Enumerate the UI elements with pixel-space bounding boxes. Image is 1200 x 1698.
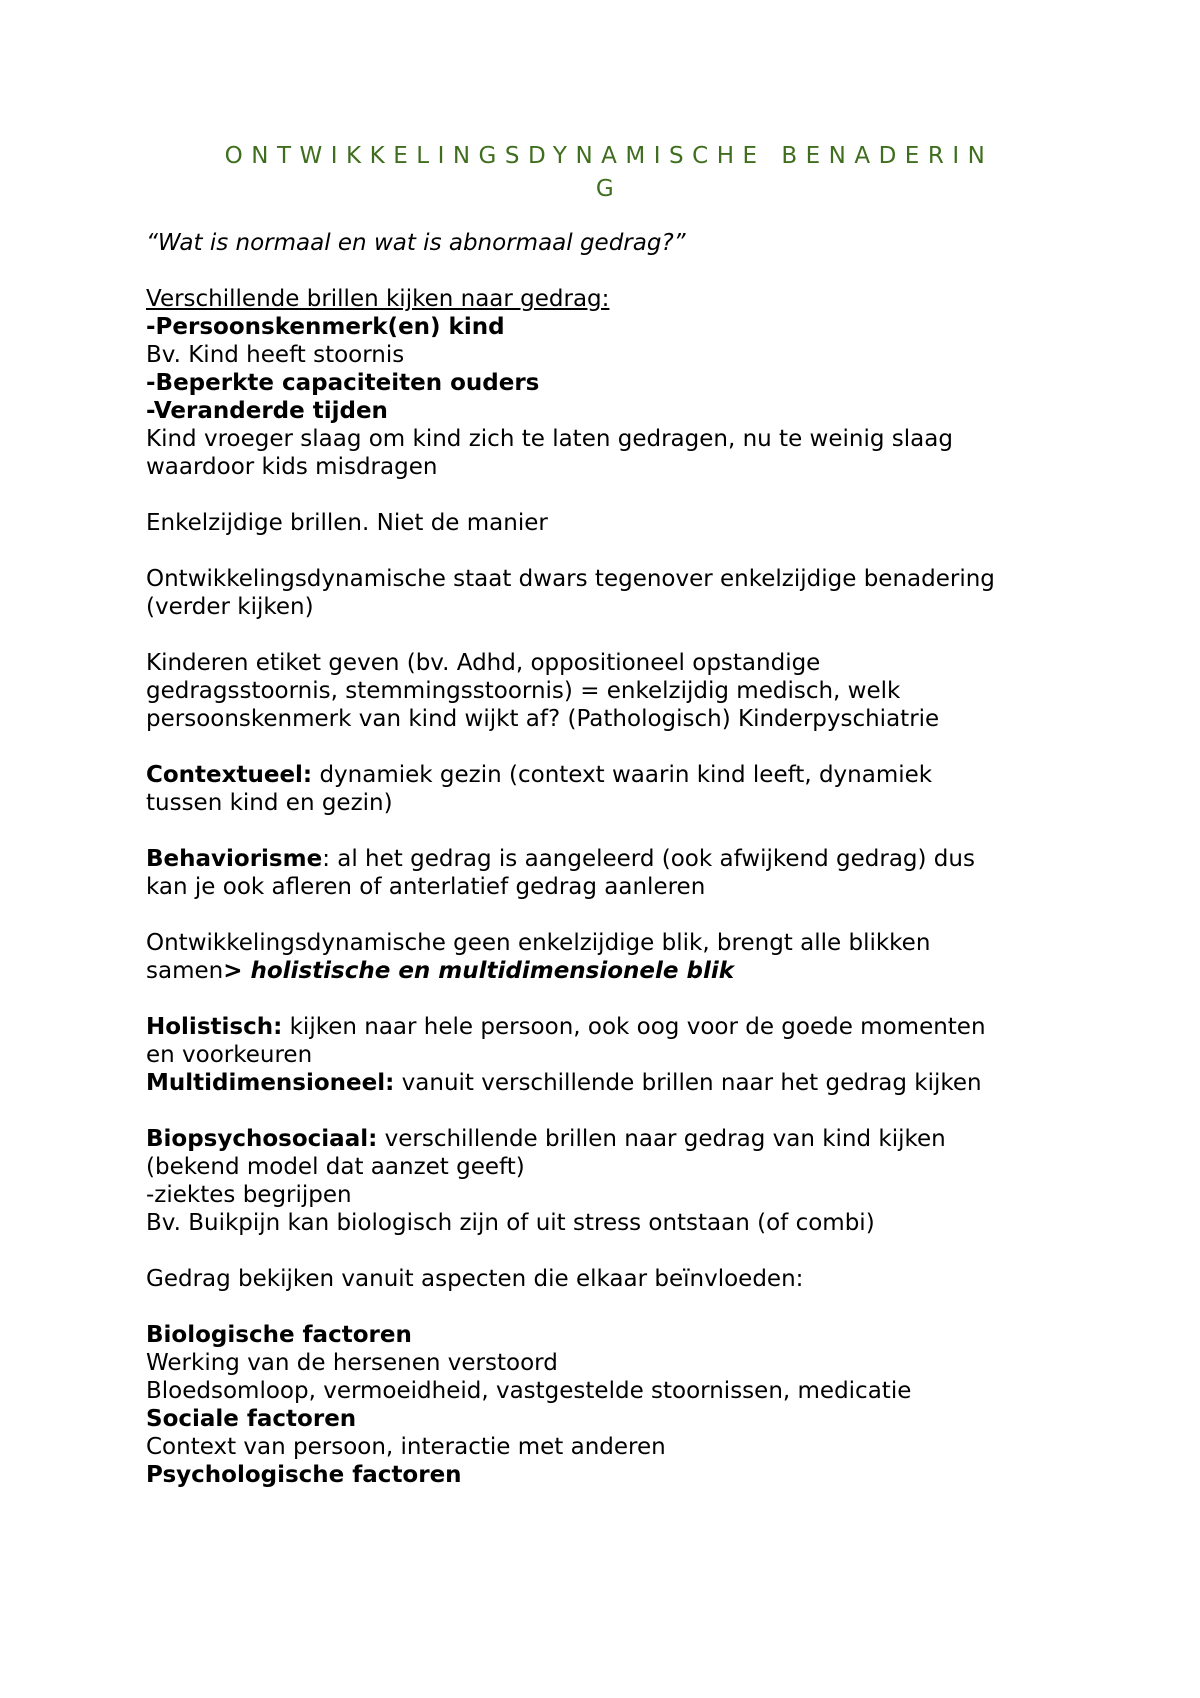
item-persoonskenmerk-example: Bv. Kind heeft stoornis	[146, 342, 405, 368]
holistisch-line-1	[146, 1013, 1066, 1041]
dwars-line-1: Ontwikkelingsdynamische staat dwars tegenover enkelzijdige benadering	[146, 566, 995, 592]
bps-line-1	[146, 1125, 1066, 1153]
quote: “Wat is normaal en wat is abnormaal gedrag?”	[146, 230, 686, 256]
item-tijden-text-1: Kind vroeger slaag om kind zich te laten gedragen, nu te weinig slaag	[146, 426, 953, 452]
contextueel-line-2: tussen kind en gezin)	[146, 790, 393, 816]
item-tijden: -Veranderde tijden	[146, 398, 388, 424]
title-line-2: G	[595, 176, 623, 202]
bps-label: Biopsychosociaal:	[146, 1126, 378, 1152]
psycho-heading: Psychologische factoren	[146, 1462, 462, 1488]
ontw-geen-line-1: Ontwikkelingsdynamische geen enkelzijdige blik, brengt alle blikken	[146, 930, 931, 956]
holistisch-line-2: en voorkeuren	[146, 1042, 313, 1068]
bps-line-4: Bv. Buikpijn kan biologisch zijn of uit stress ontstaan (of combi)	[146, 1210, 875, 1236]
bio-heading: Biologische factoren	[146, 1322, 412, 1348]
behaviorisme-label: Behaviorisme	[146, 846, 323, 872]
ontw-geen-text-2a: samen	[146, 958, 224, 984]
contextueel-label: Contextueel:	[146, 762, 313, 788]
holistisch-text-1: kijken naar hele persoon, ook oog voor de goede momenten	[282, 1014, 986, 1040]
bps-line-3: -ziektes begrijpen	[146, 1182, 352, 1208]
contextueel-line-1	[146, 761, 1066, 789]
holistisch-label: Holistisch:	[146, 1014, 283, 1040]
sociaal-text: Context van persoon, interactie met anderen	[146, 1434, 666, 1460]
multidimensioneel-line	[146, 1069, 1066, 1097]
etiket-line-1: Kinderen etiket geven (bv. Adhd, oppositioneel opstandige	[146, 650, 821, 676]
behaviorisme-line-2: kan je ook afleren of anterlatief gedrag aanleren	[146, 874, 706, 900]
etiket-line-2: gedragsstoornis, stemmingsstoornis) = enkelzijdig medisch, welk	[146, 678, 901, 704]
bio-text-2: Bloedsomloop, vermoeidheid, vastgestelde stoornissen, medicatie	[146, 1378, 912, 1404]
dwars-line-2: (verder kijken)	[146, 594, 314, 620]
item-ouders: -Beperkte capaciteiten ouders	[146, 370, 540, 396]
contextueel-text-1: dynamiek gezin (context waarin kind leeft, dynamiek	[312, 762, 933, 788]
bio-text-1: Werking van de hersenen verstoord	[146, 1350, 558, 1376]
ontw-geen-line-2	[146, 957, 1066, 985]
multidimensioneel-label: Multidimensioneel:	[146, 1070, 395, 1096]
document-title	[146, 140, 1066, 206]
enkelzijdig-paragraph: Enkelzijdige brillen. Niet de manier	[146, 510, 548, 536]
behaviorisme-text-1: : al het gedrag is aangeleerd (ook afwijkend gedrag) dus	[322, 846, 975, 872]
document-page	[146, 140, 1066, 1489]
bps-line-2: (bekend model dat aanzet geeft)	[146, 1154, 525, 1180]
sociaal-heading: Sociale factoren	[146, 1406, 357, 1432]
behaviorisme-line-1	[146, 845, 1066, 873]
item-tijden-text-2: waardoor kids misdragen	[146, 454, 438, 480]
title-line-1: ONTWIKKELINGSDYNAMISCHE BENADERIN	[224, 143, 994, 169]
bps-text-1: verschillende brillen naar gedrag van kind kijken	[377, 1126, 946, 1152]
aspecten-paragraph: Gedrag bekijken vanuit aspecten die elkaar beïnvloeden:	[146, 1266, 804, 1292]
ontw-geen-emphasis: > holistische en multidimensionele blik	[223, 958, 735, 984]
etiket-line-3: persoonskenmerk van kind wijkt af? (Pathologisch) Kinderpyschiatrie	[146, 706, 940, 732]
item-persoonskenmerk: -Persoonskenmerk(en) kind	[146, 314, 505, 340]
multidimensioneel-text: vanuit verschillende brillen naar het gedrag kijken	[394, 1070, 982, 1096]
brillen-heading: Verschillende brillen kijken naar gedrag:	[146, 286, 610, 312]
